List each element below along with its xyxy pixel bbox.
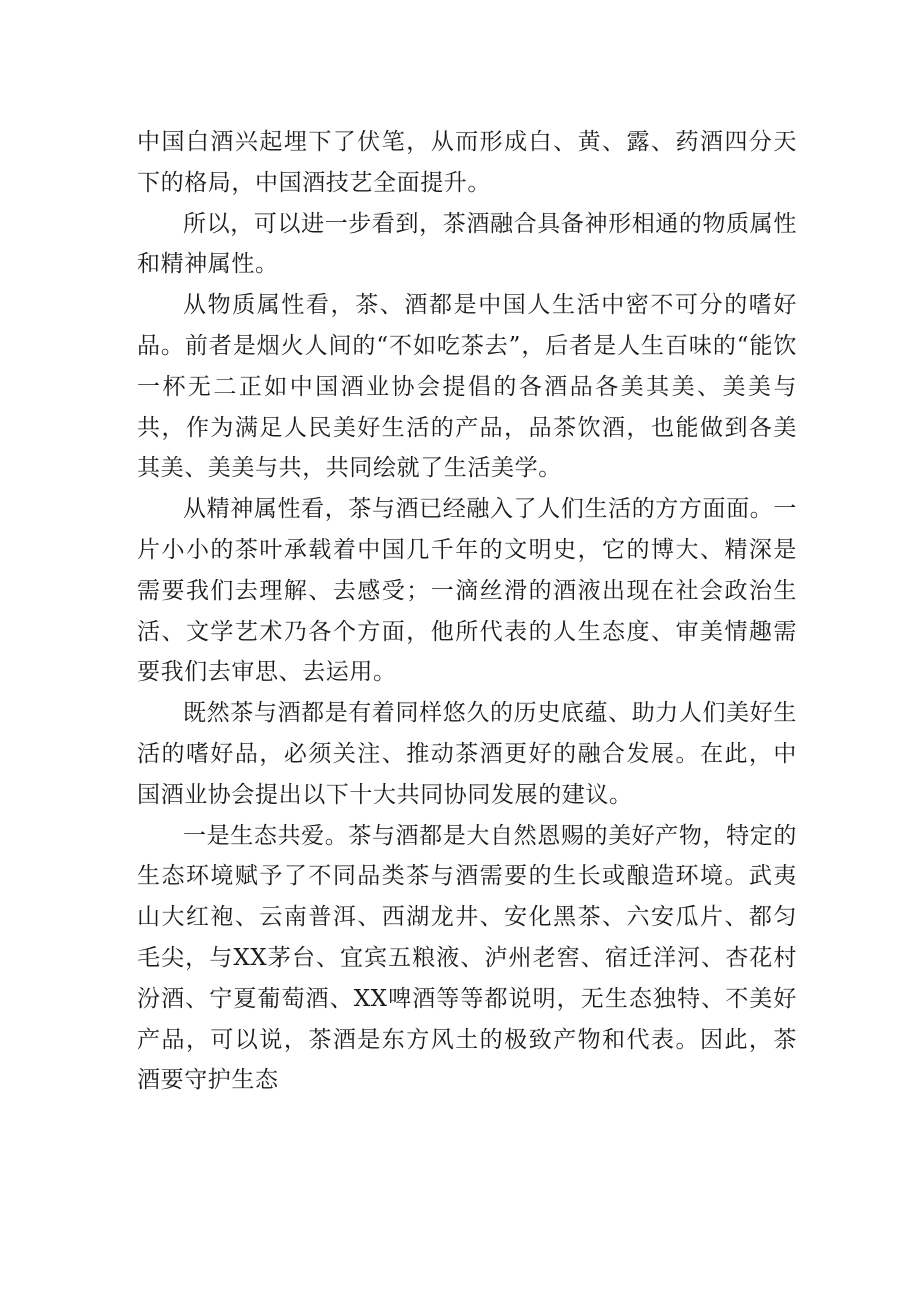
paragraph-spiritual-attribute: 从精神属性看，茶与酒已经融入了人们生活的方方面面。一片小小的茶叶承载着中国几千年的文明史，它的博大、精深是需要我们去理解、去感受；一滴丝滑的酒液出现在社会政治生活、文学艺术乃各个方面，他所代表的人生态度、审美情趣需要我们去审思、去运用。 (137, 496, 797, 686)
paragraph-proposal-intro: 既然茶与酒都是有着同样悠久的历史底蕴、助力人们美好生活的嗜好品，必须关注、推动茶酒更好的融合发展。在此，中国酒业协会提出以下十大共同协同发展的建议。 (137, 700, 797, 808)
paragraph-material-attribute: 从物质属性看，茶、酒都是中国人生活中密不可分的嗜好品。前者是烟火人间的“不如吃茶去”，后者是人生百味的“能饮一杯无二正如中国酒业协会提倡的各酒品各美其美、美美与共，作为满足人民美好生活的产品，品茶饮酒，也能做到各美其美、美美与共，共同绘就了生活美学。 (137, 292, 797, 482)
paragraph-summary: 所以，可以进一步看到，茶酒融合具备神形相通的物质属性和精神属性。 (137, 210, 797, 278)
paragraph-continuation: 中国白酒兴起埋下了伏笔，从而形成白、黄、露、药酒四分天下的格局，中国酒技艺全面提升。 (137, 129, 797, 196)
paragraph-ecology: 一是生态共爱。茶与酒都是大自然恩赐的美好产物，特定的生态环境赋予了不同品类茶与酒需要的生长或酿造环境。武夷山大红袍、云南普洱、西湖龙井、安化黑茶、六安瓜片、都匀毛尖，与XX茅台、宜宾五粮液、泸州老窖、宿迁洋河、杏花村汾酒、宁夏葡萄酒、XX啤酒等等都说明，无生态独特、不美好产品，可以说，茶酒是东方风土的极致产物和代表。因此，茶酒要守护生态 (137, 822, 797, 1094)
document-body (137, 122, 797, 1101)
